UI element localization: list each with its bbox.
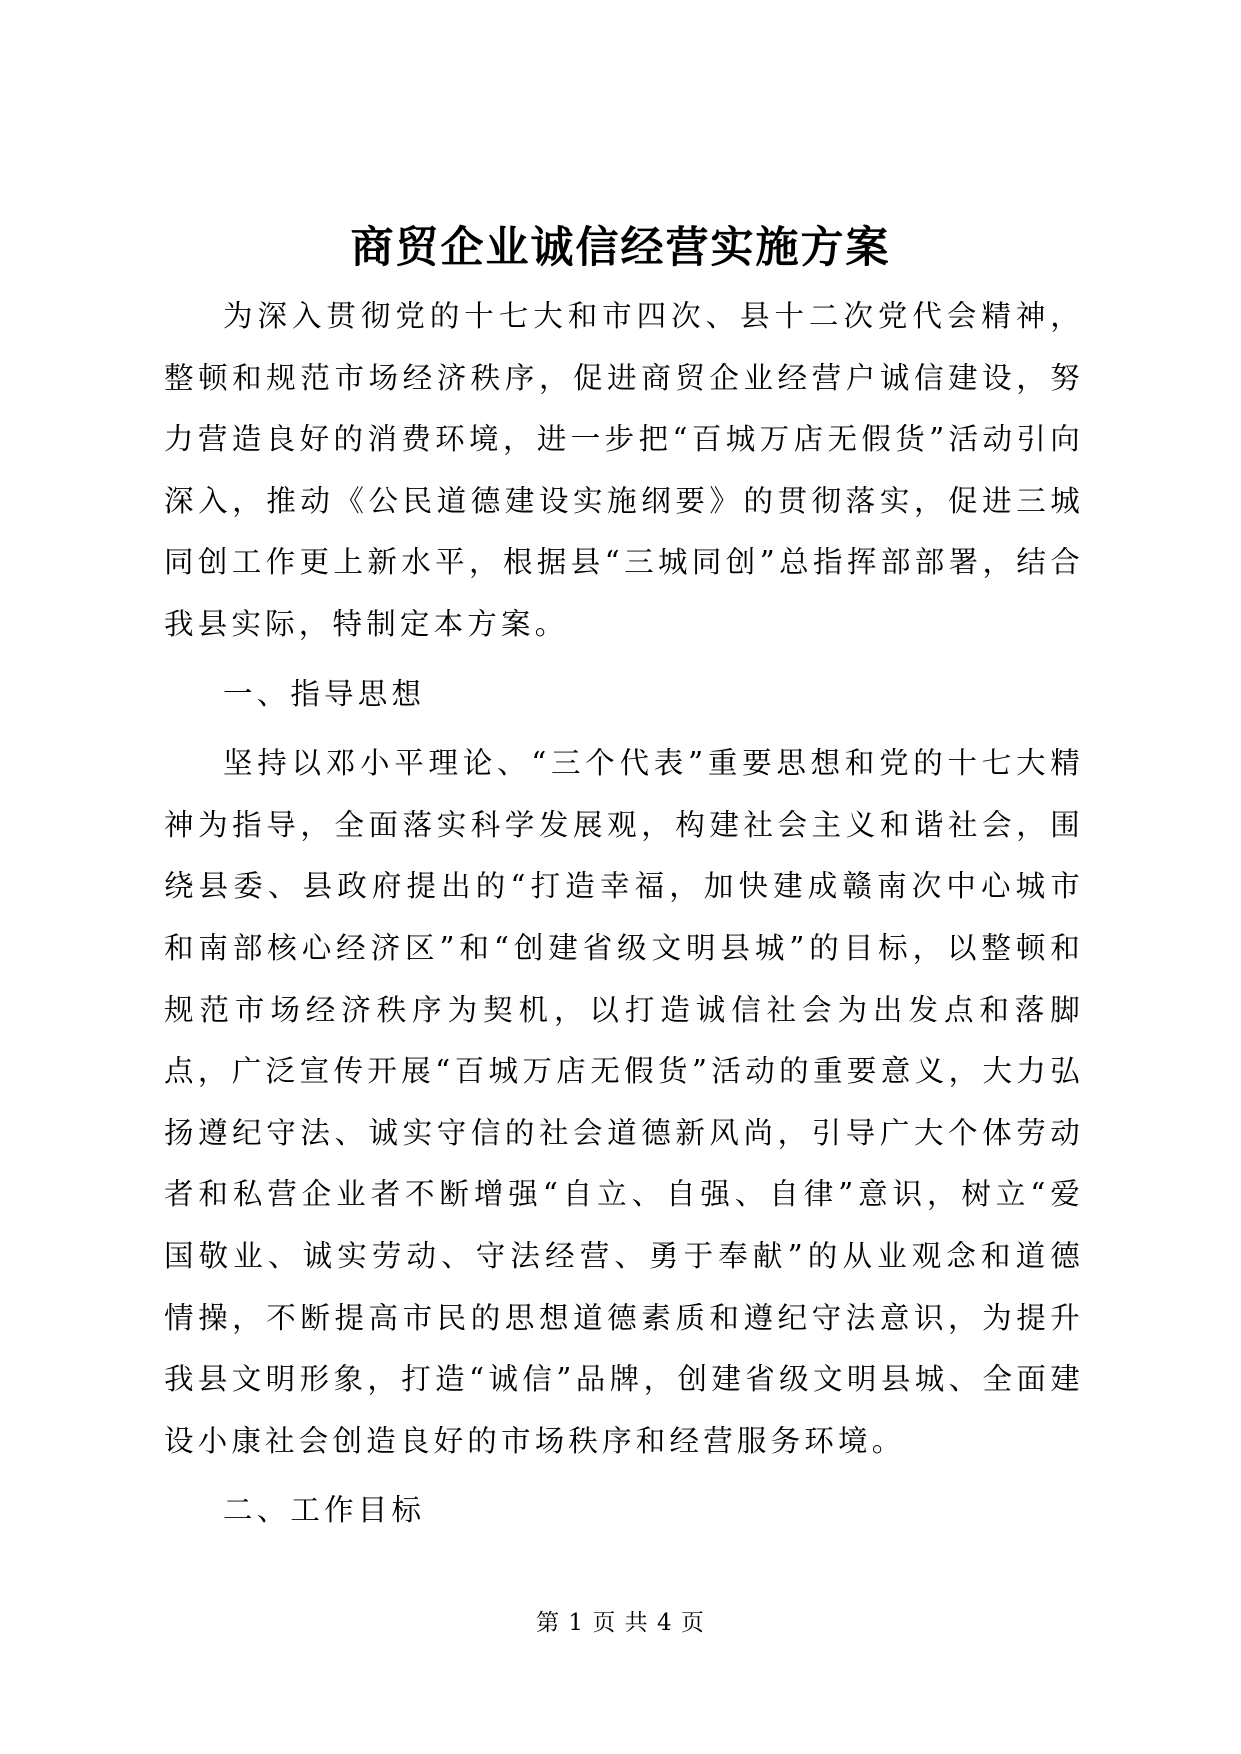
section-heading-work-goals: 二、工作目标 xyxy=(223,1493,426,1528)
spacer xyxy=(164,656,1084,664)
section-heading-guiding-ideology: 一、指导思想 xyxy=(223,676,426,711)
page-footer xyxy=(0,1608,1241,1638)
document-body xyxy=(164,286,1084,1542)
spacer xyxy=(164,725,1084,733)
document-title: 商贸企业诚信经营实施方案 xyxy=(350,223,891,273)
intro-paragraph: 为深入贯彻党的十七大和市四次、县十二次党代会精神，整顿和规范市场经济秩序，促进商贸企业经营户诚信建设，努力营造良好的消费环境，进一步把“百城万店无假货”活动引向深入，推动《公民道德建设实施纲要》的贯彻落实，促进三城同创工作更上新水平，根据县“三城同创”总指挥部部署，结合我县实际，特制定本方案。 xyxy=(164,299,1084,641)
page-number: 第 1 页 共 4 页 xyxy=(536,1610,705,1636)
spacer xyxy=(164,1472,1084,1480)
guiding-ideology-paragraph: 坚持以邓小平理论、“三个代表”重要思想和党的十七大精神为指导，全面落实科学发展观，构建社会主义和谐社会，围绕县委、县政府提出的“打造幸福，加快建成赣南次中心城市和南部核心经济区”和“创建省级文明县城”的目标，以整顿和规范市场经济秩序为契机，以打造诚信社会为出发点和落脚点，广泛宣传开展“百城万店无假货”活动的重要意义，大力弘扬遵纪守法、诚实守信的社会道德新风尚，引导广大个体劳动者和私营企业者不断增强“自立、自强、自律”意识，树立“爱国敬业、诚实劳动、守法经营、勇于奉献”的从业观念和道德情操，不断提高市民的思想道德素质和遵纪守法意识，为提升我县文明形象，打造“诚信”品牌，创建省级文明县城、全面建设小康社会创造良好的市场秩序和经营服务环境。 xyxy=(164,746,1084,1458)
